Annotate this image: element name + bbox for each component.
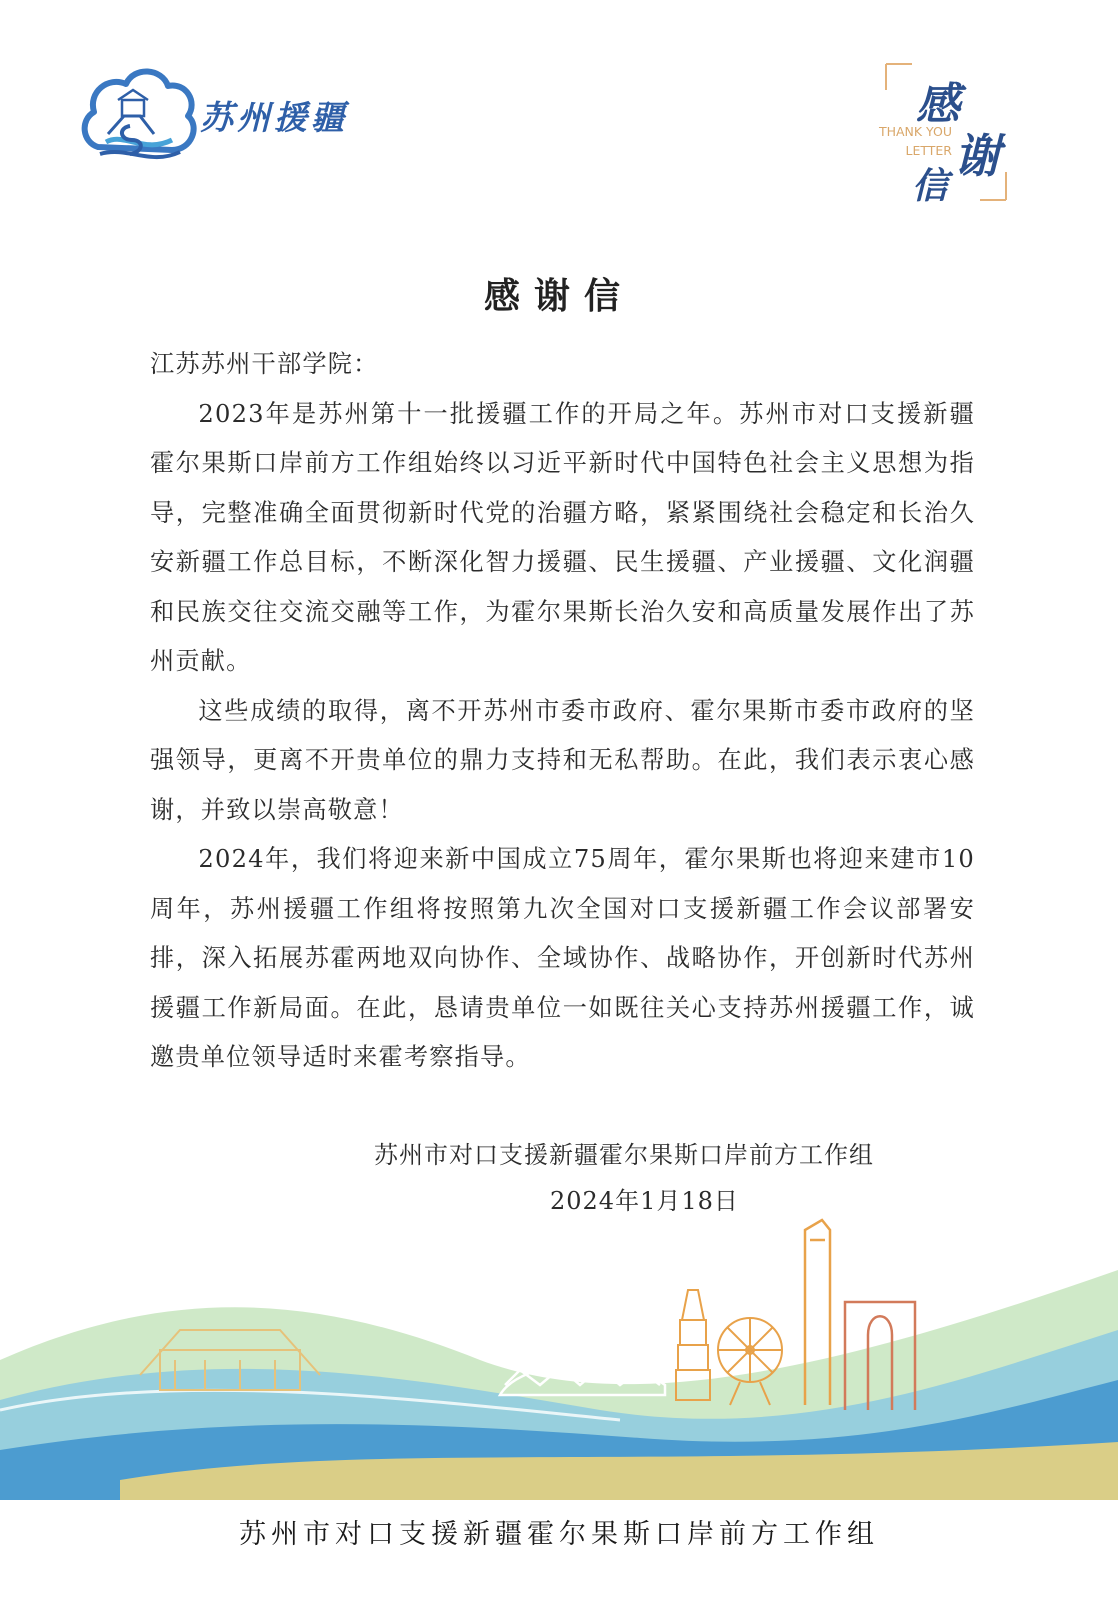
signature-date: 2024年1月18日 xyxy=(550,1187,739,1215)
footer-organization: 苏州市对口支援新疆霍尔果斯口岸前方工作组 xyxy=(239,1519,879,1550)
paragraph-2: 这些成绩的取得，离不开苏州市委市政府、霍尔果斯市委市政府的坚强领导，更离不开贵单位的鼎力支持和无私帮助。在此，我们表示衷心感谢，并致以崇高敬意！ xyxy=(150,696,975,824)
paragraph-3: 2024年，我们将迎来新中国成立75周年，霍尔果斯也将迎来建市10周年，苏州援疆工作组将按照第九次全国对口支援新疆工作会议部署安排，深入拓展苏霍两地双向协作、全域协作、战略协作，开创新时代苏州援疆工作新局面。在此，恳请贵单位一如既往关心支持苏州援疆工作，诚邀贵单位领导适时来霍考察指导。 xyxy=(150,845,975,1071)
signature-org: 苏州市对口支援新疆霍尔果斯口岸前方工作组 xyxy=(374,1141,874,1169)
skyline-wave-banner xyxy=(0,1210,1118,1500)
badge-char-1: 感 xyxy=(916,79,960,130)
badge-char-3: 信 xyxy=(912,165,949,207)
paragraph-1: 2023年是苏州第十一批援疆工作的开局之年。苏州市对口支援新疆霍尔果斯口岸前方工作组始终以习近平新时代中国特色社会主义思想为指导，完整准确全面贯彻新时代党的治疆方略，紧紧围绕社会稳定和长治久安新疆工作总目标，不断深化智力援疆、民生援疆、产业援疆、文化润疆和民族交往交流交融等工作，为霍尔果斯长治久安和高质量发展作出了苏州贡献。 xyxy=(150,399,975,675)
logo-text: 苏州援疆 xyxy=(200,98,348,137)
badge-english-text: THANK YOU LETTER xyxy=(878,124,952,158)
cloud-emblem-icon xyxy=(78,62,198,177)
badge-char-2: 谢 xyxy=(954,129,1000,183)
letter-body xyxy=(150,340,975,1083)
suzhou-aid-logo xyxy=(78,62,378,177)
salutation: 江苏苏州干部学院： xyxy=(150,350,379,378)
letter-title: 感谢信 xyxy=(483,275,634,317)
thank-you-badge xyxy=(850,60,1010,205)
